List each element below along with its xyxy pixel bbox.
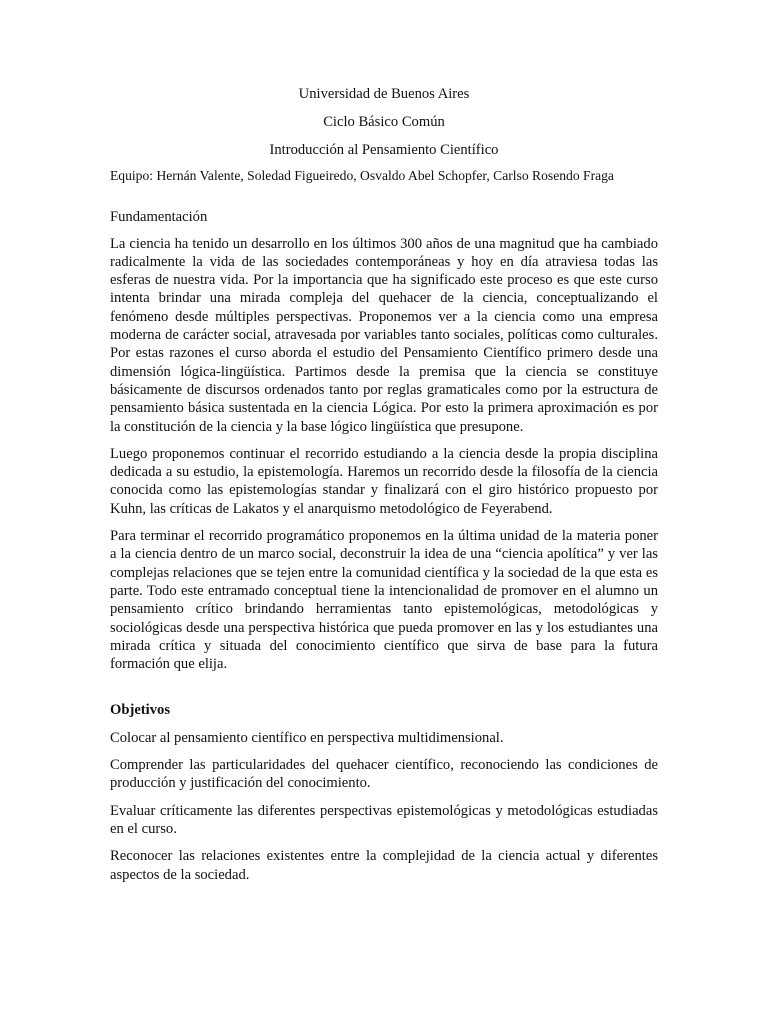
university-name: Universidad de Buenos Aires xyxy=(298,86,470,102)
objetivo-item-3: Evaluar críticamente las diferentes perspectivas epistemológicas y metodológicas estudiadas en el curso. xyxy=(110,802,658,837)
fundamentacion-paragraph-1: La ciencia ha tenido un desarrollo en los últimos 300 años de una magnitud que ha cambiado radicalmente la vida de las sociedades contemporáneas y hoy en día atraviesa todas las esferas de nuestra vida. Por la importancia que ha significado este proceso es que este curso intenta brindar una mirada compleja del quehacer de la ciencia, conceptualizando el fenómeno desde múltiples perspectivas. Proponemos ver a la ciencia como una empresa moderna de carácter social, atravesada por variables tanto sociales, políticas como culturales. Por estas razones el curso aborda el estudio del Pensamiento Científico primero desde una dimensión lógica-lingüística. Partimos desde la premisa que la ciencia se constituye básicamente de discursos ordenados tanto por reglas gramaticales como por la estructura de pensamiento básica sustentada en la ciencia Lógica. Por esto la primera aproximación es por la constitución de la ciencia y la base lógico lingüística que presupone. xyxy=(110,235,658,435)
fundamentacion-heading: Fundamentación xyxy=(110,209,208,226)
cycle-name: Ciclo Básico Común xyxy=(323,114,445,130)
fundamentacion-paragraph-2: Luego proponemos continuar el recorrido estudiando a la ciencia desde la propia disciplina dedicada a su estudio, la epistemología. Haremos un recorrido desde la filosofía de la ciencia conocida como las epistemologías standar y finalizará con el giro histórico propuesto por Kuhn, las críticas de Lakatos y el anarquismo metodológico de Feyerabend. xyxy=(110,445,658,517)
objetivo-item-4: Reconocer las relaciones existentes entre la complejidad de la ciencia actual y diferentes aspectos de la sociedad. xyxy=(110,848,658,883)
document-body xyxy=(110,85,658,893)
objetivo-item-1: Colocar al pensamiento científico en perspectiva multidimensional. xyxy=(110,729,504,746)
objetivos-heading: Objetivos xyxy=(110,702,170,719)
fundamentacion-paragraph-3: Para terminar el recorrido programático proponemos en la última unidad de la materia poner a la ciencia dentro de un marco social, deconstruir la idea de una “ciencia apolítica” y ver las complejas relaciones que se tejen entre la comunidad científica y la sociedad de la que esta es parte. Todo este entramado conceptual tiene la intencionalidad de promover en el alumno un pensamiento crítico brindando herramientas tanto epistemológicas, metodológicas y sociológicas desde una perspectiva histórica que pueda promover en las y los estudiantes una mirada crítica y situada del conocimiento científico que sirva de base para la futura formación que elija. xyxy=(110,528,658,673)
course-title: Introducción al Pensamiento Científico xyxy=(269,142,499,158)
team-line: Equipo: Hernán Valente, Soledad Figueiredo, Osvaldo Abel Schopfer, Carlso Rosendo Fraga xyxy=(110,168,614,183)
objetivo-item-2: Comprender las particularidades del quehacer científico, reconociendo las condiciones de producción y justificación del conocimiento. xyxy=(110,757,658,792)
